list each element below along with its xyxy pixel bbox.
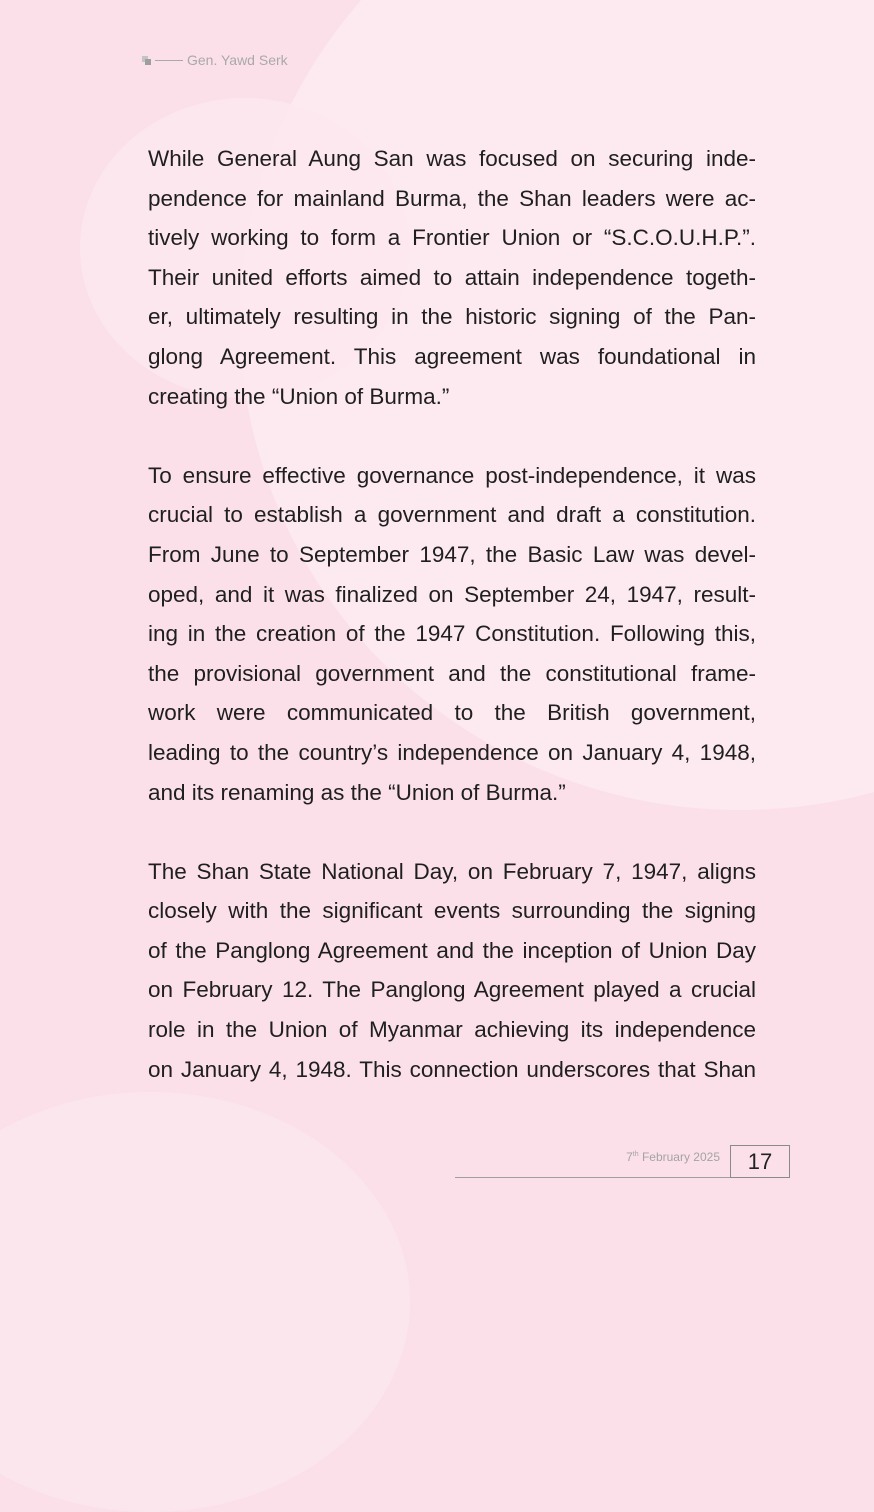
text-line: ing in the creation of the 1947 Constitution. Following this, <box>148 621 756 647</box>
text-line: While General Aung San was focused on securing inde- <box>148 146 756 171</box>
text-line: oped, and it was finalized on September 24, 1947, result- <box>148 581 756 607</box>
article-body <box>148 139 756 1129</box>
text-line: role in the Union of Myanmar achieving its independence <box>148 1017 756 1043</box>
text-line: tively working to form a Frontier Union or “S.C.O.U.H.P.”. <box>148 225 756 251</box>
footer-month-year: February 2025 <box>641 1150 720 1164</box>
header-rule <box>155 60 183 61</box>
header-author: Gen. Yawd Serk <box>187 52 288 68</box>
paragraph-3 <box>148 852 756 1090</box>
text-line: of the Panglong Agreement and the inception of Union Day <box>148 937 756 963</box>
text-line: crucial to establish a government and draft a constitution. <box>148 502 756 528</box>
text-line: The Shan State National Day, on February 7, 1947, aligns <box>148 858 756 884</box>
background-circle-bottom <box>0 1092 410 1512</box>
paragraph-1 <box>148 139 756 416</box>
text-line: creating the “Union of Burma.” <box>148 383 450 409</box>
text-line: Their united efforts aimed to attain independence togeth- <box>148 264 756 290</box>
text-line: work were communicated to the British government, <box>148 700 756 726</box>
text-line: er, ultimately resulting in the historic signing of the Pan- <box>148 304 756 330</box>
footer-date <box>560 1150 720 1164</box>
text-line: To ensure effective governance post-independence, it was <box>148 462 756 488</box>
text-line: on January 4, 1948. This connection underscores that Shan <box>148 1056 756 1082</box>
text-line: pendence for mainland Burma, the Shan leaders were ac- <box>148 185 756 211</box>
paragraph-2 <box>148 456 756 812</box>
text-line: leading to the country’s independence on January 4, 1948, <box>148 739 756 765</box>
page-number-box <box>730 1145 790 1178</box>
text-line: the provisional government and the constitutional frame- <box>148 660 756 686</box>
running-header <box>142 50 288 70</box>
page-number: 17 <box>747 1148 773 1174</box>
text-line: on February 12. The Panglong Agreement played a crucial <box>148 977 756 1003</box>
footer-day-suffix: th <box>632 1151 639 1158</box>
document-icon <box>142 56 151 65</box>
footer-day: 7 <box>626 1150 633 1164</box>
text-line: closely with the significant events surrounding the signing <box>148 898 756 924</box>
text-line: From June to September 1947, the Basic Law was devel- <box>148 541 756 567</box>
text-line: glong Agreement. This agreement was foundational in <box>148 343 756 369</box>
text-line: and its renaming as the “Union of Burma.” <box>148 779 566 805</box>
